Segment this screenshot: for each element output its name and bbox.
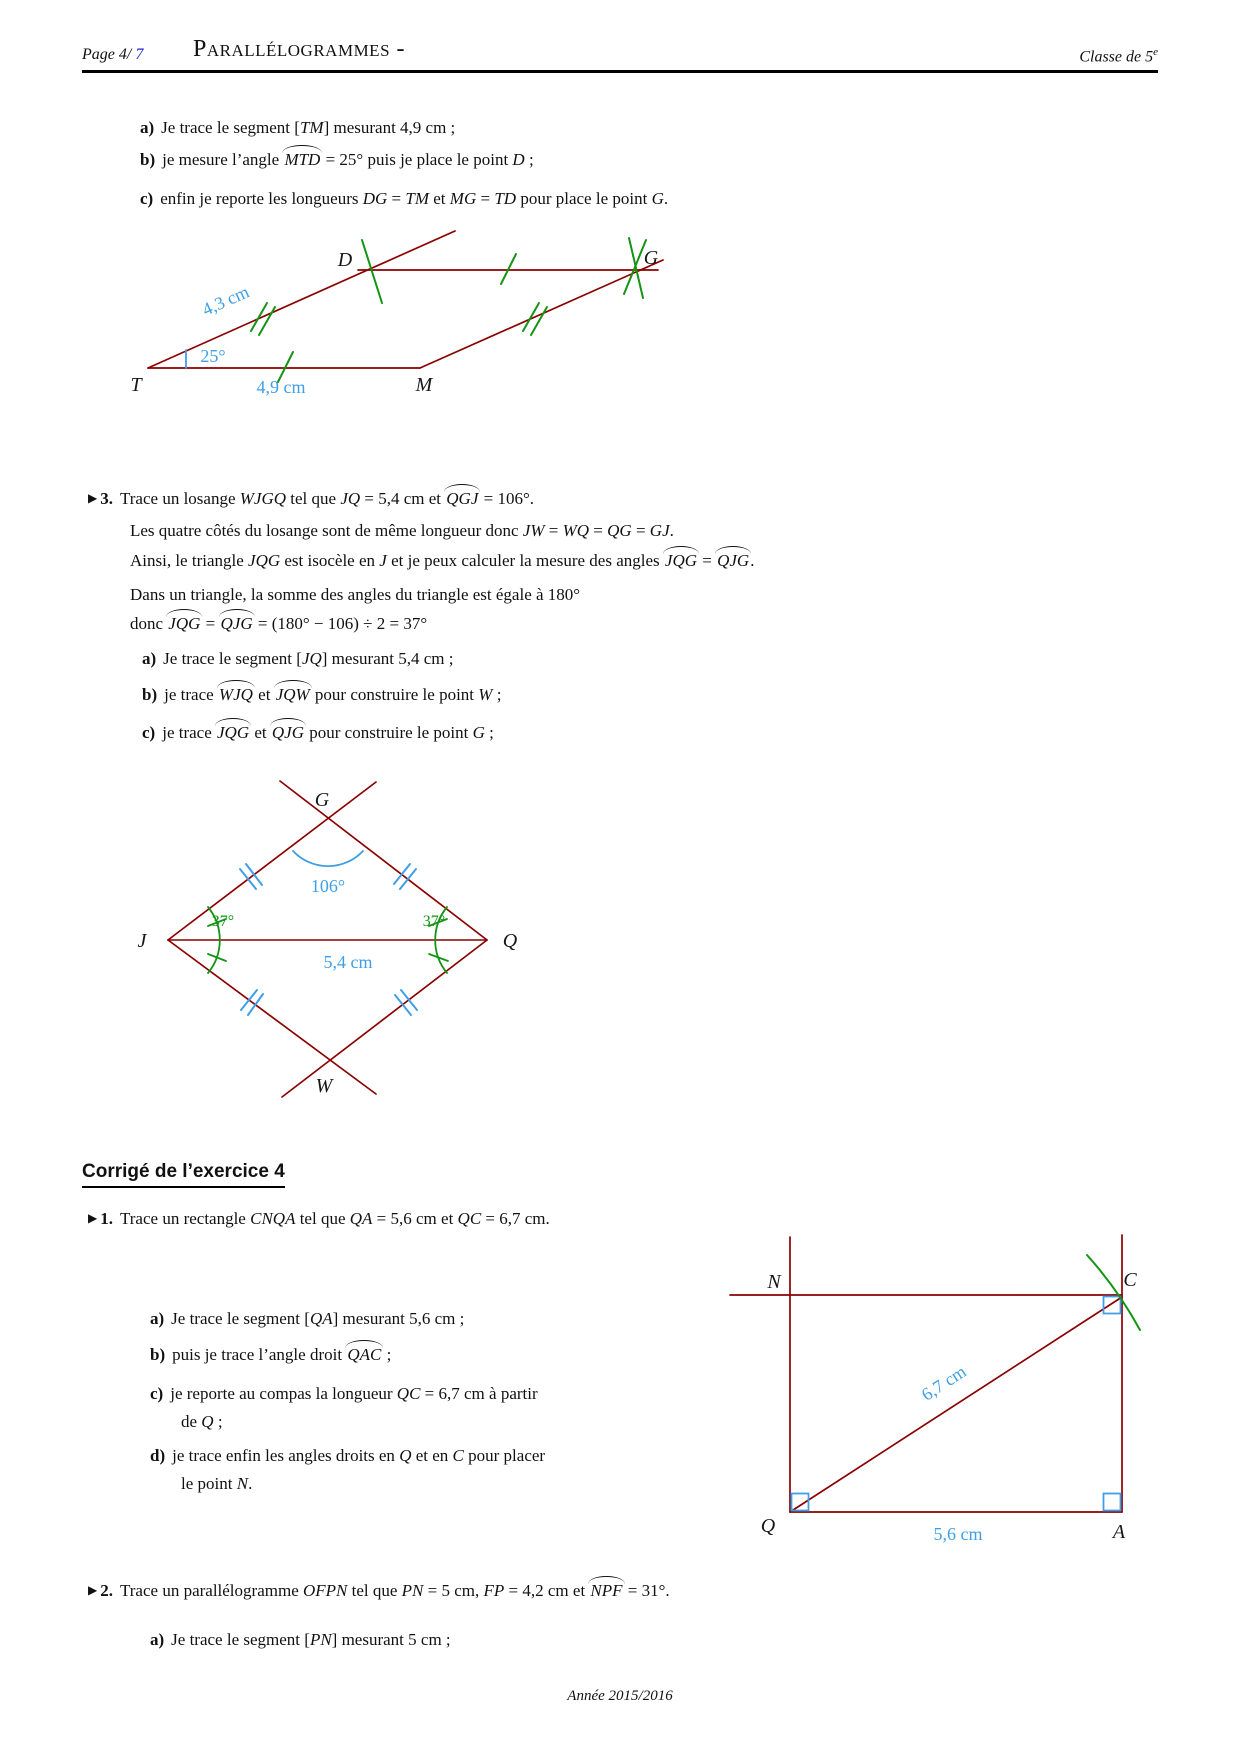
tick-dg xyxy=(501,254,516,284)
ex3-item-c: c) je trace JQG et QJG pour construire le point G ; xyxy=(142,723,494,742)
angle-g-label: 106° xyxy=(310,876,346,896)
footer-year: Année 2015/2016 xyxy=(567,1688,673,1704)
header-rule xyxy=(82,70,1158,73)
ex3-intro: ▶ 3. Trace un losange WJGQ tel que JQ = 5,4 cm et QGJ = 106°. xyxy=(88,489,535,508)
prev-item-b: b) je mesure l’angle MTD = 25° puis je place le point D ; xyxy=(140,150,534,169)
vertex-label-w: W xyxy=(315,1075,333,1097)
vertex-label-q: Q xyxy=(502,930,518,952)
compass-arc-c xyxy=(1087,1255,1140,1330)
vertex-label-j: J xyxy=(137,930,147,952)
ex3-item-a: a) Je trace le segment [JQ] mesurant 5,4 cm ; xyxy=(142,649,454,668)
length-qa-label: 5,6 cm xyxy=(933,1524,983,1544)
corrige-exercice-4-heading: Corrigé de l’exercice 4 xyxy=(82,1161,285,1188)
classe-label xyxy=(1079,46,1158,66)
vertex-label-a: A xyxy=(1112,1521,1126,1543)
diagonal-qc xyxy=(790,1297,1122,1512)
classe-sup: e xyxy=(1153,46,1158,58)
ex1-item-b: b) puis je trace l’angle droit QAC ; xyxy=(150,1345,392,1364)
classe-text: Classe de 5 xyxy=(1079,48,1154,66)
vertex-label-q: Q xyxy=(760,1515,776,1537)
prev-item-c: c) enfin je reporte les longueurs DG = TM et MG = TD pour place le point G. xyxy=(140,189,669,208)
page-prefix: Page 4/ xyxy=(82,46,132,63)
vertex-label-g: G xyxy=(314,789,330,811)
length-qc-label: 6,7 cm xyxy=(917,1361,970,1405)
page-total: 7 xyxy=(135,46,144,63)
vertex-label-n: N xyxy=(767,1271,781,1293)
right-angle-mark-a xyxy=(1104,1494,1121,1511)
ex2-intro: ▶ 2. Trace un parallélogramme OFPN tel que PN = 5 cm, FP = 4,2 cm et NPF = 31°. xyxy=(88,1581,670,1600)
vertex-label-t: T xyxy=(130,374,142,396)
length-tm-label: 4,9 cm xyxy=(256,377,306,397)
ex3-line3: Ainsi, le triangle JQG est isocèle en J et je peux calculer la mesure des angles JQG = QJG. xyxy=(130,551,755,570)
ex3-item-b: b) je trace WJQ et JQW pour construire le point W ; xyxy=(142,685,502,704)
ex1-item-d-line2: le point N. xyxy=(181,1474,253,1493)
ex3-line4: Dans un triangle, la somme des angles du triangle est égale à 180° xyxy=(130,585,581,604)
page-title: Parallélogrammes - xyxy=(193,36,406,62)
ex1-item-c: c) je reporte au compas la longueur QC = 6,7 cm à partir xyxy=(150,1384,538,1403)
ex1-intro: ▶ 1. Trace un rectangle CNQA tel que QA = 5,6 cm et QC = 6,7 cm. xyxy=(88,1209,550,1228)
prev-item-a: a) Je trace le segment [TM] mesurant 4,9 cm ; xyxy=(140,118,456,137)
ex1-item-a: a) Je trace le segment [QA] mesurant 5,6 cm ; xyxy=(150,1309,465,1328)
compass-mark-g2 xyxy=(624,240,646,294)
vertex-label-m: M xyxy=(415,374,433,396)
vertex-label-c: C xyxy=(1123,1269,1137,1291)
compass-mark-g1 xyxy=(629,238,643,298)
side-mg-extended xyxy=(420,260,663,368)
page-number xyxy=(82,46,143,64)
side-qg-extended xyxy=(280,781,487,940)
figure-rectangle-cnqa xyxy=(700,1230,1160,1550)
tick-jg-2 xyxy=(246,864,262,885)
angle-t-label: 25° xyxy=(200,346,226,366)
vertex-label-d: D xyxy=(337,249,353,271)
side-qw-extended xyxy=(282,940,487,1097)
figure-parallelogram-tmgd xyxy=(110,228,670,398)
side-td-extended xyxy=(148,231,455,368)
length-jq-label: 5,4 cm xyxy=(323,952,373,972)
ex2-item-a: a) Je trace le segment [PN] mesurant 5 cm ; xyxy=(150,1630,451,1649)
angle-arc-g xyxy=(293,851,363,866)
angle-j-label: 37° xyxy=(211,913,235,930)
ex3-line2: Les quatre côtés du losange sont de même longueur donc JW = WQ = QG = GJ. xyxy=(130,521,674,540)
tick-jg-1 xyxy=(240,869,256,889)
length-td-label: 4,3 cm xyxy=(199,281,253,320)
vertex-label-g: G xyxy=(643,247,659,269)
ex1-item-c-line2: de Q ; xyxy=(181,1412,223,1431)
angle-q-label: 37° xyxy=(422,913,446,930)
side-jg-extended xyxy=(168,782,376,940)
ex3-line5: donc JQG = QJG = (180° − 106) ÷ 2 = 37° xyxy=(130,614,428,633)
ex1-item-d: d) je trace enfin les angles droits en Q et en C pour placer xyxy=(150,1446,546,1465)
figure-rhombus-wjgq xyxy=(120,770,540,1100)
